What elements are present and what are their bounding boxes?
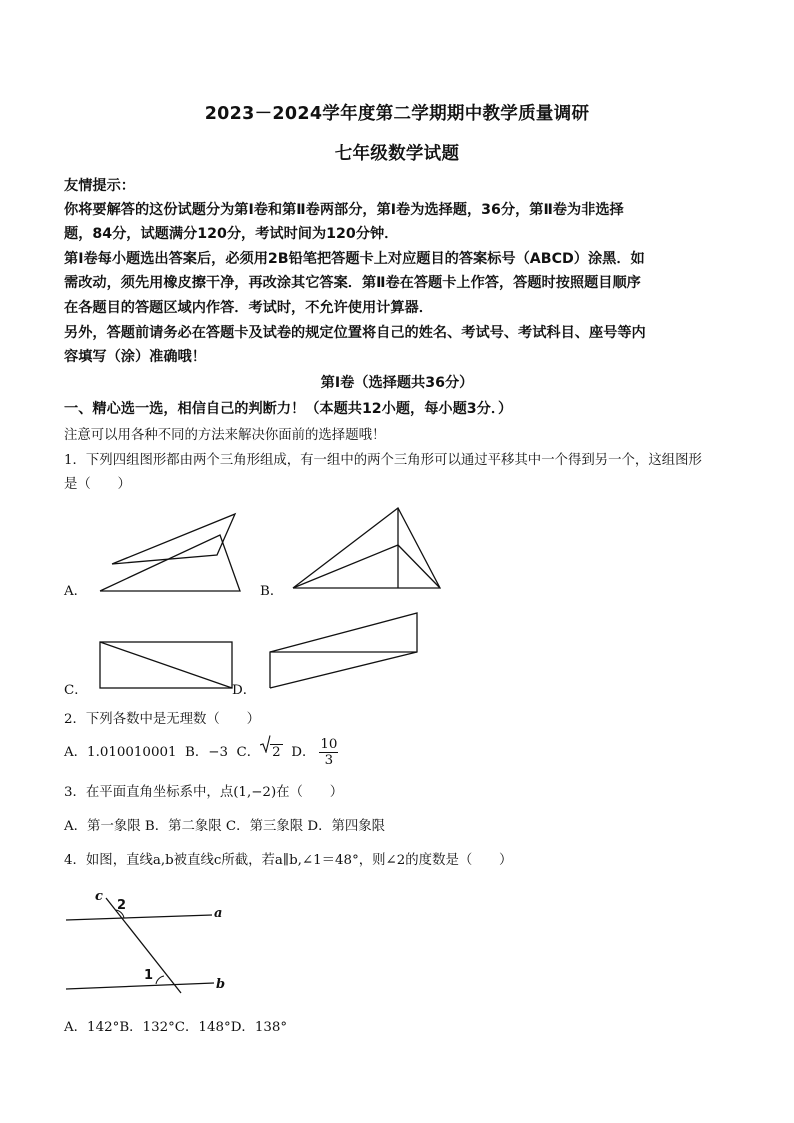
q1-option-a-figure — [92, 500, 262, 600]
q2-option-a[interactable]: A．1.010010001 — [64, 745, 177, 760]
question-4-options: A．142°B．132°C．148°D．138° — [64, 1020, 288, 1035]
notice-line: 第Ⅰ卷每小题选出答案后，必须用2B铅笔把答题卡上对应题目的答案标号（ABCD）涂黑．如 — [64, 251, 645, 267]
question-1-stem: 是（ ） — [64, 477, 131, 492]
q4-label-c: c — [95, 889, 103, 904]
question-2-options — [64, 736, 338, 770]
question-2-stem: 2．下列各数中是无理数（ ） — [64, 712, 260, 727]
q1-option-b-label[interactable]: B． — [260, 584, 284, 599]
question-3-options: A．第一象限 B．第二象限 C．第三象限 D．第四象限 — [64, 819, 386, 834]
notice-line: 你将要解答的这份试题分为第Ⅰ卷和第Ⅱ卷两部分，第Ⅰ卷为选择题，36分，第Ⅱ卷为非选择 — [64, 202, 624, 218]
question-3-stem: 3．在平面直角坐标系中，点(1,−2)在（ ） — [64, 785, 344, 800]
question-1-stem: 1．下列四组图形都由两个三角形组成，有一组中的两个三角形可以通过平移其中一个得到另一个，这组图形 — [64, 453, 702, 468]
section-tip: 注意可以用各种不同的方法来解决你面前的选择题哦！ — [64, 428, 386, 443]
q1-option-d-label[interactable]: D． — [232, 683, 257, 698]
q1-option-a-label[interactable]: A． — [64, 584, 88, 599]
q4-label-b: b — [216, 977, 226, 992]
exam-title: 2023－2024学年度第二学期期中教学质量调研 — [204, 104, 590, 124]
q1-option-d-figure — [265, 608, 425, 694]
q1-option-c-figure — [96, 636, 236, 692]
question-4-stem: 4．如图，直线a,b被直线c所截，若a∥b,∠1＝48°，则∠2的度数是（ ） — [64, 853, 513, 868]
notice-line: 在各题目的答题区域内作答．考试时，不允许使用计算器． — [64, 300, 433, 316]
q4-label-a: a — [214, 906, 223, 921]
sqrt-symbol: 2 — [260, 736, 283, 770]
notice-heading: 友情提示： — [64, 178, 135, 194]
q1-option-c-label[interactable]: C． — [64, 683, 88, 698]
q2-option-c[interactable]: C． 2 — [237, 745, 283, 760]
fraction: $\frac{10}{3}$ — [320, 737, 338, 768]
notice-line: 需改动，须先用橡皮擦干净，再改涂其它答案．第Ⅱ卷在答题卡上作答，答题时按照题目顺序 — [64, 275, 641, 291]
notice-line: 另外，答题前请务必在答题卡及试卷的规定位置将自己的姓名、考试号、考试科目、座号等内 — [64, 325, 646, 341]
exam-subtitle: 七年级数学试题 — [334, 144, 460, 164]
q4-label-2: 2 — [117, 898, 127, 913]
notice-line: 题，84分，试题满分120分，考试时间为120分钟． — [64, 226, 399, 242]
q2-option-b[interactable]: B．−3 — [185, 745, 229, 760]
q1-option-b-figure — [290, 500, 460, 600]
section-heading: 一、精心选一选，相信自己的判断力！（本题共12小题，每小题3分．） — [64, 401, 513, 417]
q4-label-1: 1 — [144, 968, 154, 983]
section-title: 第Ⅰ卷（选择题共36分） — [320, 375, 474, 391]
notice-line: 容填写（涂）准确哦！ — [64, 349, 206, 365]
q2-option-d[interactable]: D． $\frac{10}{3}$ — [291, 737, 338, 768]
